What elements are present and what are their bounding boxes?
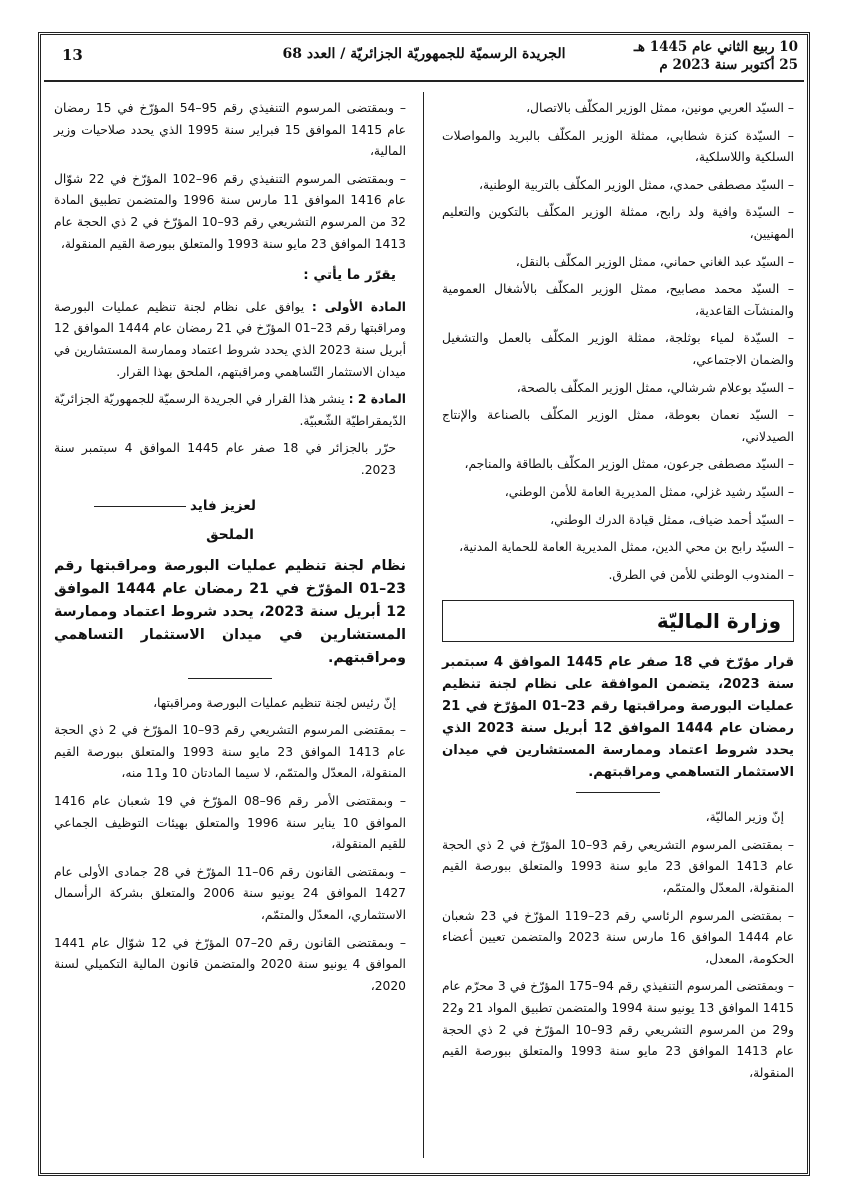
member-line: – السيّد رابح بن محي الدين، ممثل المديرية العامة للحماية المدنية، bbox=[459, 540, 794, 555]
annex-paragraph: – وبمقتضى الأمر رقم 96–08 المؤرّخ في 19 شعبان عام 1416 الموافق 10 يناير سنة 1996 والمتعلق بهيئات التوظيف الجماعي للقيم المنقولة، bbox=[54, 794, 406, 852]
article-2 bbox=[54, 389, 406, 432]
member-line: – السيّد أحمد ضياف، ممثل قيادة الدرك الوطني، bbox=[550, 512, 794, 527]
decides-heading: يقرّر ما يأتي : bbox=[303, 267, 396, 284]
page-header bbox=[44, 36, 804, 82]
annex-paragraph: – وبمقتضى القانون رقم 20–07 المؤرّخ في 12 شوّال عام 1441 الموافق 4 يونيو سنة 2020 والمتضمن قانون المالية التكميلي لسنة 2020، bbox=[54, 935, 406, 993]
decree-paragraph: – وبمقتضى المرسوم التنفيذي رقم 94–175 المؤرّخ في 3 محرّم عام 1415 الموافق 13 يونيو سنة 1994 والمتضمن تطبيق المواد 21 و22 و29 من المرسوم التشريعي رقم 93–10 المؤرّخ في 2 ذي الحجة عام 1413 الموافق 23 مايو سنة 1993 والمتعلق ببورصة القيم المنقولة، bbox=[442, 979, 794, 1080]
done-at: حرّر بالجزائر في 18 صفر عام 1445 الموافق 4 سبتمبر سنة 2023. bbox=[54, 441, 396, 477]
signature-rule bbox=[94, 506, 186, 507]
member-line: – السيّدة وافية ولد رابح، ممثلة الوزير المكلّف بالتكوين والتعليم المهنيين، bbox=[442, 205, 794, 241]
member-line: – السيّد رشيد غزلي، ممثل المديرية العامة للأمن الوطني، bbox=[504, 484, 794, 499]
header-date-hijri: 10 ربيع الثاني عام 1445 هـ bbox=[633, 39, 798, 55]
annex-paragraph: – بمقتضى المرسوم التشريعي رقم 93–10 المؤرّخ في 2 ذي الحجة عام 1413 الموافق 23 مايو سنة 1993 والمتعلق ببورصة القيم المنقولة، المعدّل والمتمّم، لا سيما المادتان 10 و11 منه، bbox=[54, 723, 406, 781]
decree-paragraph: – بمقتضى المرسوم التشريعي رقم 93–10 المؤرّخ في 2 ذي الحجة عام 1413 الموافق 23 مايو سنة 1993 والمتعلق ببورصة القيم المنقولة، المعدّل والمتمّم، bbox=[442, 837, 794, 896]
member-line: – السيّدة كنزة شطابي، ممثلة الوزير المكلّف بالبريد والمواصلات السلكية واللاسلكية، bbox=[442, 128, 794, 165]
decree-paragraph: – بمقتضى المرسوم الرئاسي رقم 23–119 المؤرّخ في 23 شعبان عام 1444 الموافق 16 مارس سنة 2023 والمتضمن تعيين أعضاء الحكومة، المعدل، bbox=[442, 908, 795, 966]
decree-paragraph: – وبمقتضى المرسوم التنفيذي رقم 96–102 المؤرّخ في 22 شوّال عام 1416 الموافق 11 مارس سنة 1996 والمتضمن تطبيق المادة 32 من المرسوم التشريعي رقم 93–10 المؤرّخ في 2 ذي الحجة عام 1413 الموافق 23 مايو سنة 1993 والمتعلق ببورصة القيم المنقولة، bbox=[54, 171, 406, 251]
article-1-label: المادة الأولى : bbox=[311, 299, 406, 314]
member-line: – السيّد بوعلام شرشالي، ممثل الوزير المكلّف بالصحة، bbox=[516, 380, 794, 395]
member-line: – المندوب الوطني للأمن في الطرق. bbox=[608, 567, 794, 582]
right-column bbox=[442, 98, 794, 1090]
ministry-box bbox=[442, 600, 794, 642]
divider-line bbox=[576, 792, 660, 793]
article-2-text: ينشر هذا القرار في الجريدة الرسميّة للجمهوريّة الجزائريّة الدّيمقراطيّة الشّعبيّة. bbox=[54, 392, 406, 428]
header-date-gregorian: 25 أكتوبر سنة 2023 م bbox=[659, 57, 798, 73]
divider-line bbox=[188, 678, 272, 679]
annex-label: الملحق bbox=[206, 527, 254, 544]
column-divider bbox=[423, 92, 424, 1158]
article-2-label: المادة 2 : bbox=[348, 392, 406, 407]
member-line: – السيّد محمد مصابيح، ممثل الوزير المكلّف بالأشغال العمومية والمنشآت القاعدية، bbox=[442, 282, 794, 318]
decree-intro: إنّ وزير الماليّة، bbox=[705, 810, 784, 825]
member-line: – السيّد نعمان بعوطة، ممثل الوزير المكلّف بالصناعة والإنتاج الصيدلاني، bbox=[442, 408, 794, 444]
decree-paragraph: – وبمقتضى المرسوم التنفيذي رقم 95–54 المؤرّخ في 15 رمضان عام 1415 الموافق 15 فبراير سنة 1995 الذي يحدد صلاحيات وزير المالية، bbox=[54, 101, 406, 159]
article-1 bbox=[54, 297, 406, 383]
signature-name: لعزيز فايد bbox=[189, 497, 256, 514]
decree-title: قرار مؤرّخ في 18 صفر عام 1445 الموافق 4 سبتمبر سنة 2023، يتضمن الموافقة على نظام لجنة تنظيم عمليات البورصة ومراقبتها رقم 23–01 المؤرّخ في 21 رمضان عام 1444 الموافق 12 أبريل سنة 2023 الذي يحدد شروط اعتماد وممارسة المستشارين في ميدان الاستثمار التساهمي ومراقبتهم. bbox=[442, 655, 794, 781]
journal-title: الجريدة الرسميّة للجمهوريّة الجزائريّة / العدد 68 bbox=[282, 46, 566, 62]
member-line: – السيّدة لمياء بوثلجة، ممثلة الوزير المكلّف بالعمل والتشغيل والضمان الاجتماعي، bbox=[442, 331, 794, 367]
article-1-text: يوافق على نظام لجنة تنظيم عمليات البورصة ومراقبتها رقم 23–01 المؤرّخ في 21 رمضان عام 1444 الموافق 12 أبريل سنة 2023 الذي يحدد شروط اعتماد وممارسة المستشارين في ميدان الاستثمار التّساهمي ومراقبتهم، الملحق بهذا القرار. bbox=[54, 299, 406, 379]
annex-paragraph: – وبمقتضى القانون رقم 06–11 المؤرّخ في 28 جمادى الأولى عام 1427 الموافق 24 يونيو سنة 2006 والمتعلق بشركة الرأسمال الاستثماري، المعدّل والمتمّم، bbox=[54, 864, 406, 923]
member-line: – السيّد العربي مونين، ممثل الوزير المكلّف بالاتصال، bbox=[526, 101, 794, 115]
member-line: – السيّد مصطفى جرعون، ممثل الوزير المكلّف بالطاقة والمناجم، bbox=[464, 457, 794, 472]
annex-intro: إنّ رئيس لجنة تنظيم عمليات البورصة ومراقبتها، bbox=[153, 695, 396, 710]
signature-line bbox=[54, 496, 406, 518]
ministry-title: وزارة الماليّة bbox=[656, 609, 781, 634]
annex-title: نظام لجنة تنظيم عمليات البورصة ومراقبتها رقم 23–01 المؤرّخ في 21 رمضان عام 1444 الموافق 12 أبريل سنة 2023، يحدد شروط اعتماد وممارسة المستشارين في ميدان الاستثمار التساهمي ومراقبتهم. bbox=[54, 557, 407, 666]
page-number: 13 bbox=[62, 46, 83, 64]
left-column bbox=[54, 98, 406, 1003]
member-line: – السيّد عبد الغاني حماني، ممثل الوزير المكلّف بالنقل، bbox=[515, 254, 794, 269]
member-line: – السيّد مصطفى حمدي، ممثل الوزير المكلّف بالتربية الوطنية، bbox=[479, 177, 794, 192]
